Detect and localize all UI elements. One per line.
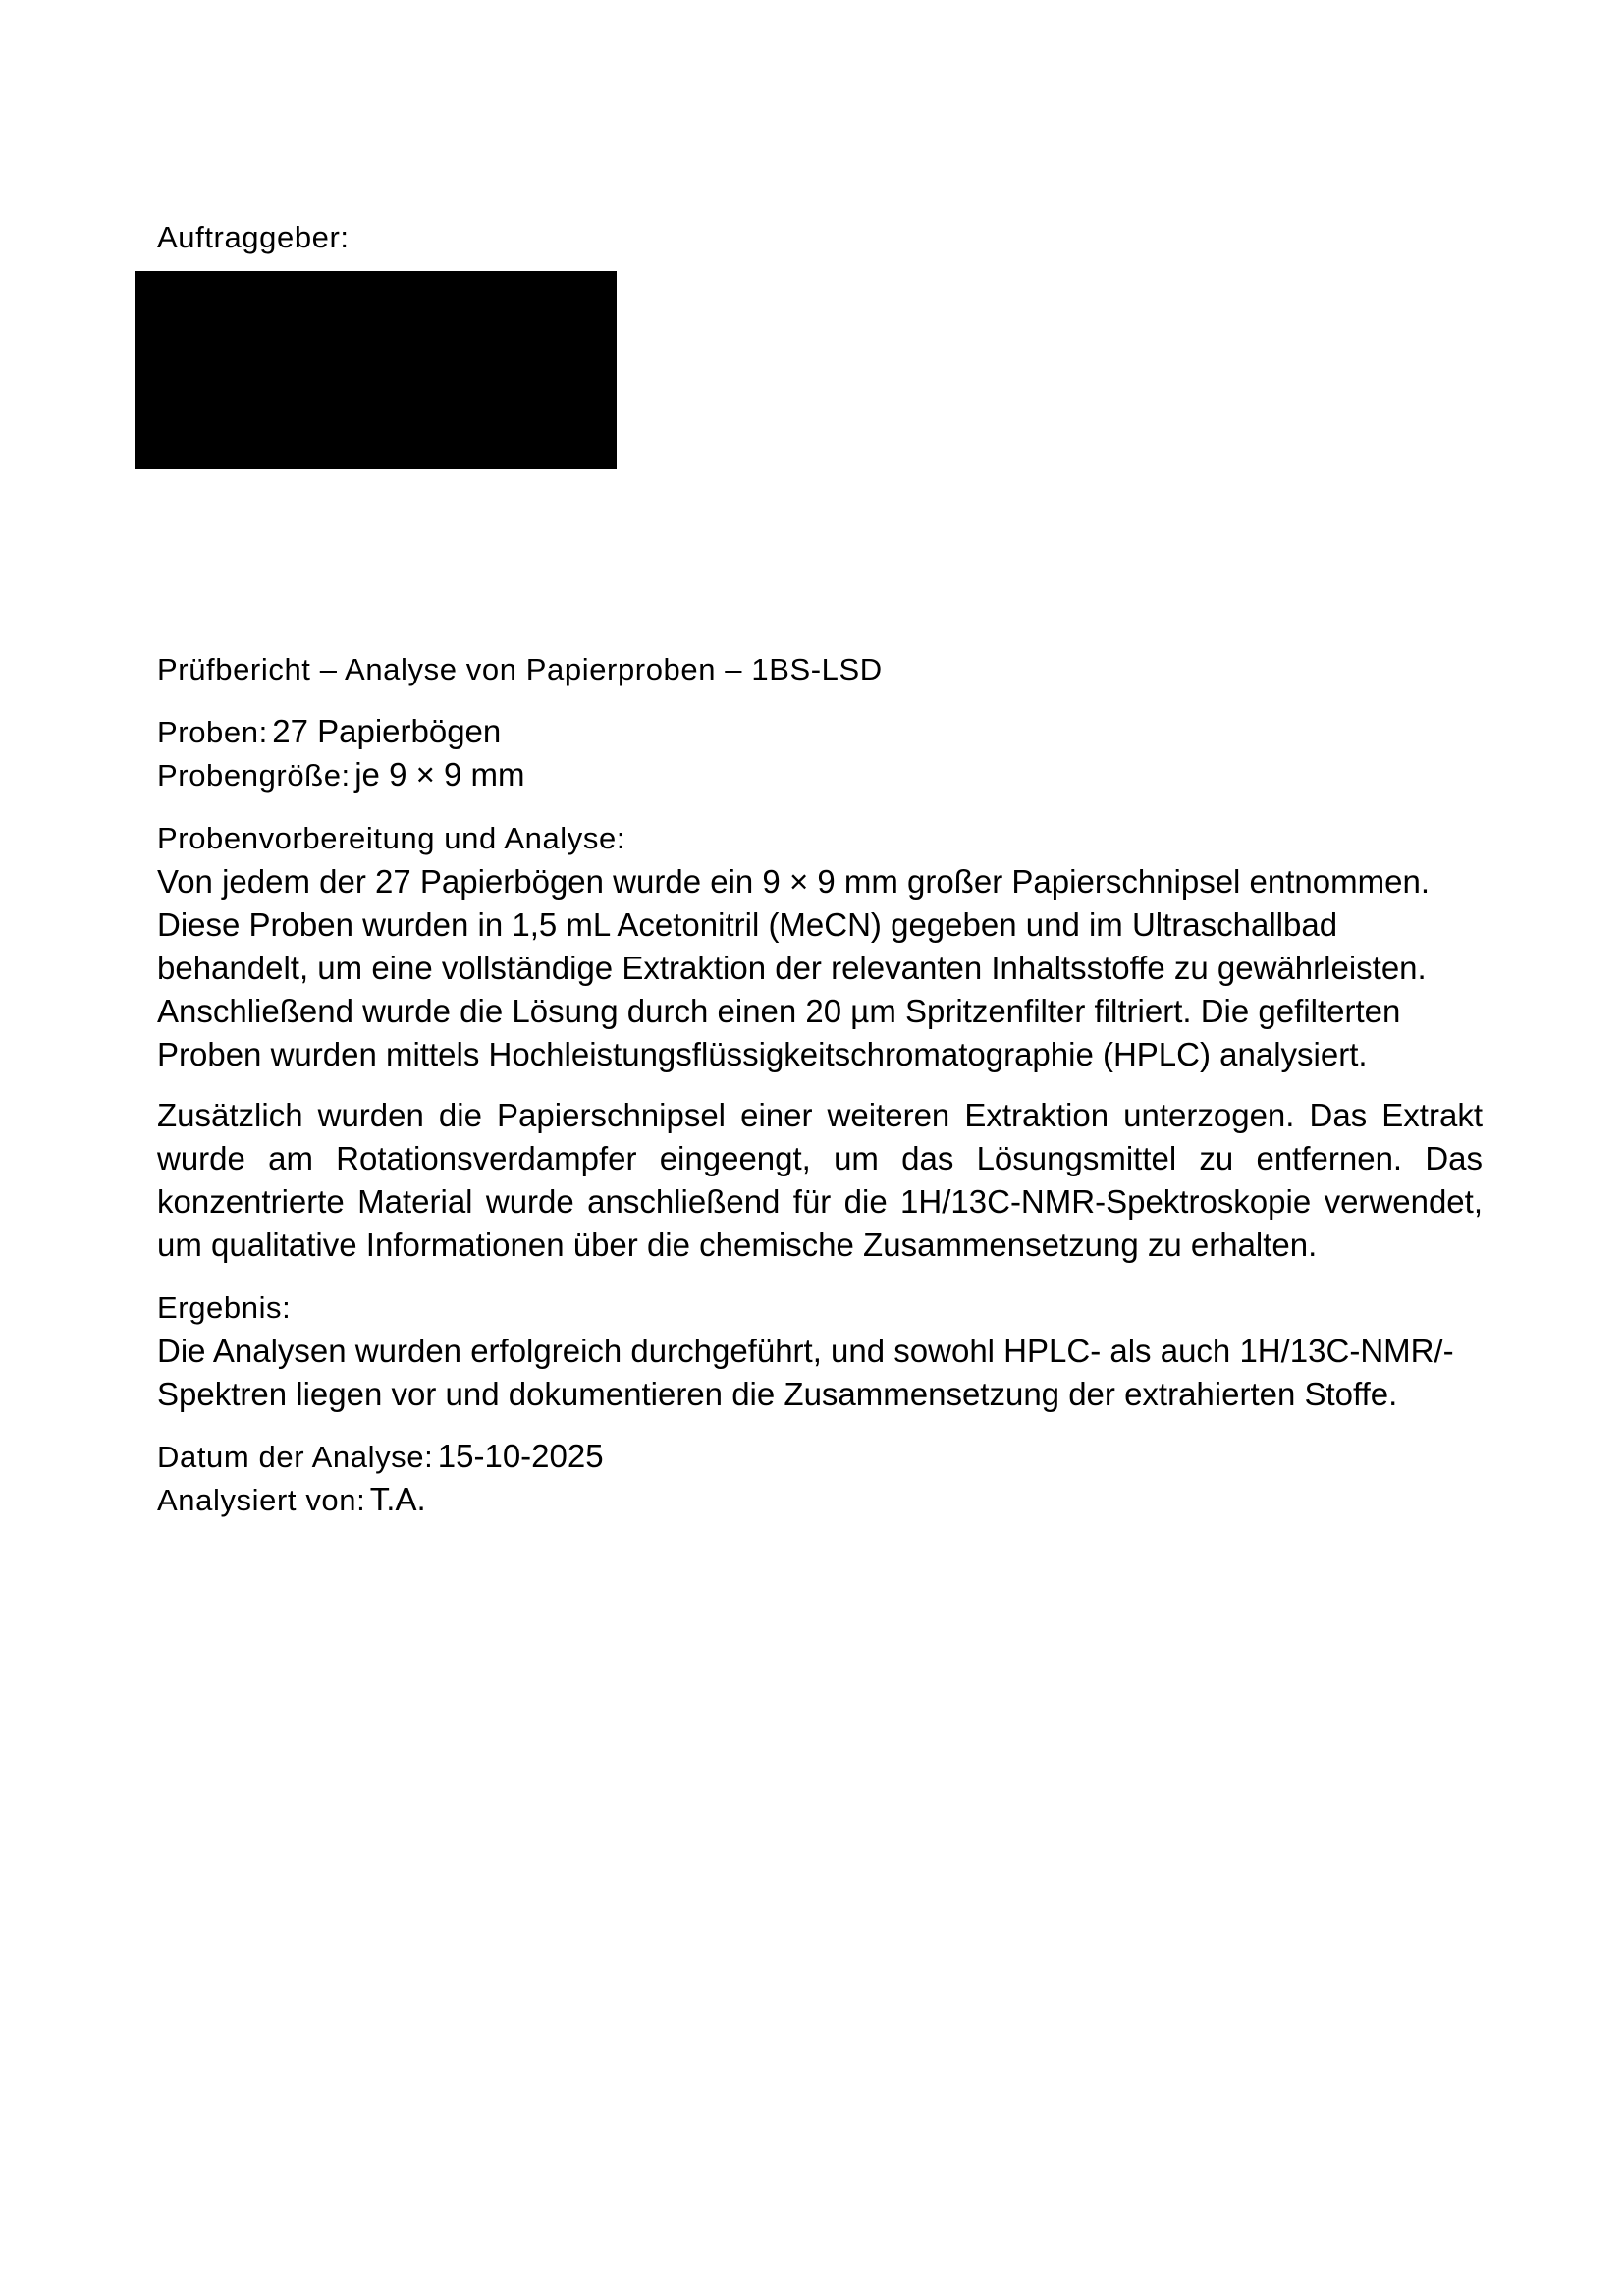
result-heading: Ergebnis:	[157, 1290, 292, 1325]
sample-size-value: je 9 × 9 mm	[354, 756, 525, 793]
redacted-client-address	[135, 271, 617, 469]
result-paragraph: Die Analysen wurden erfolgreich durchgeführt, und sowohl HPLC- als auch 1H/13C-NMR/-Spektren liegen vor und dokumentieren die Zusammensetzung der extrahierten Stoffe.	[157, 1333, 1454, 1412]
analysis-date-value: 15-10-2025	[437, 1438, 604, 1474]
analyst-label: Analysiert von:	[157, 1483, 366, 1517]
result-section	[157, 1286, 1483, 1416]
analysis-date-label: Datum der Analyse:	[157, 1440, 434, 1474]
analyst-value: T.A.	[369, 1481, 426, 1517]
preparation-section	[157, 817, 1483, 1267]
report-body	[157, 648, 1483, 1522]
preparation-paragraph: Von jedem der 27 Papierbögen wurde ein 9 × 9 mm großer Papierschnipsel entnommen. Diese Proben wurden in 1,5 mL Acetonitril (MeCN) gegeben und im Ultraschallbad behandelt, um eine vollständige Extraktion der relevanten Inhaltsstoffe zu gewährleisten. Anschließend wurde die Lösung durch einen 20 µm Spritzenfilter filtriert. Die gefilterten Proben wurden mittels Hochleistungsflüssigkeitschromatographie (HPLC) analysiert.	[157, 863, 1430, 1072]
signature-info	[157, 1436, 1483, 1522]
preparation-heading: Probenvorbereitung und Analyse:	[157, 821, 626, 855]
additional-extraction-paragraph: Zusätzlich wurden die Papierschnipsel einer weiteren Extraktion unterzogen. Das Extrakt wurde am Rotationsverdampfer eingeengt, um das Lösungsmittel zu entfernen. Das konzentrierte Material wurde anschließend für die 1H/13C-NMR-Spektroskopie verwendet, um qualitative Informationen über die chemische Zusammensetzung zu erhalten.	[157, 1097, 1483, 1263]
samples-value: 27 Papierbögen	[272, 713, 502, 749]
report-title: Prüfbericht – Analyse von Papierproben – 1BS-LSD	[157, 652, 883, 686]
samples-line	[157, 711, 1483, 754]
samples-label: Proben:	[157, 715, 268, 749]
analyst-line	[157, 1479, 1483, 1522]
sample-info	[157, 711, 1483, 797]
sample-size-label: Probengröße:	[157, 758, 351, 793]
client-label: Auftraggeber:	[157, 220, 350, 254]
analysis-date-line	[157, 1436, 1483, 1479]
sample-size-line	[157, 754, 1483, 797]
